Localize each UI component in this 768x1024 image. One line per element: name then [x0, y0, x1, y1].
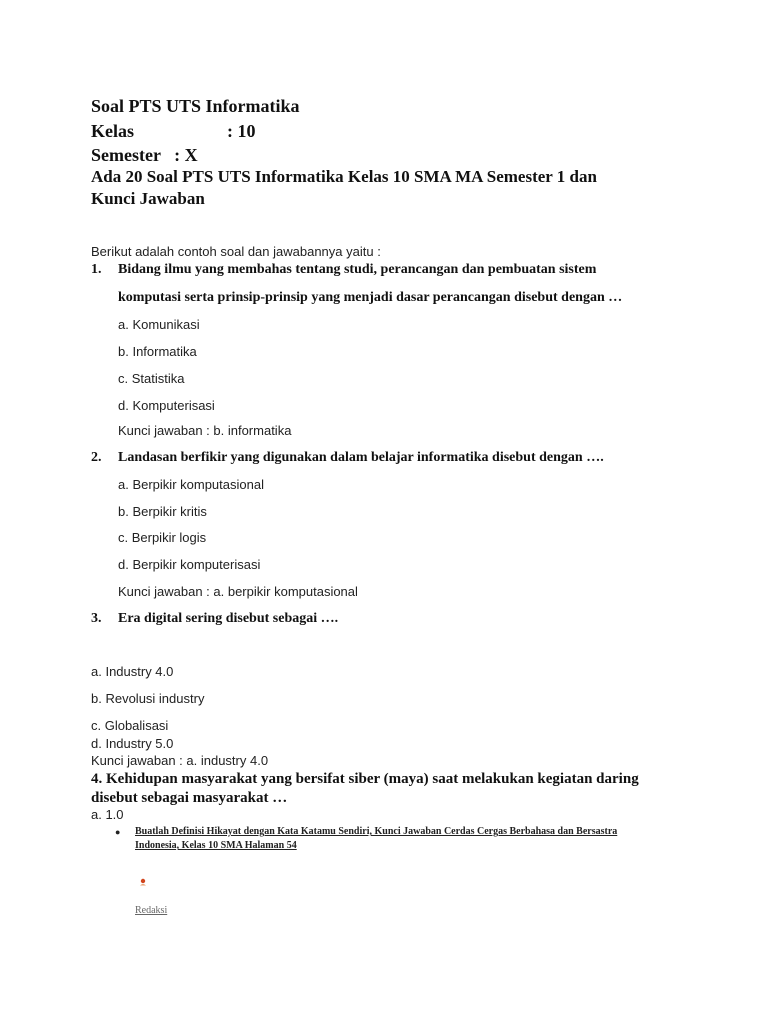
q1-option-b: b. Informatika: [118, 344, 197, 359]
q2-option-d: d. Berpikir komputerisasi: [118, 557, 261, 572]
heading-line-2: Kunci Jawaban: [91, 189, 205, 208]
related-article-link[interactable]: [135, 825, 617, 839]
intro-text: Berikut adalah contoh soal dan jawabannya yaitu :: [91, 244, 381, 259]
question-2: [91, 450, 604, 466]
question-3-text: Era digital sering disebut sebagai ….: [118, 611, 339, 626]
question-1-line-1: Bidang ilmu yang membahas tentang studi, perancangan dan pembuatan sistem: [118, 262, 597, 277]
q2-option-b: b. Berpikir kritis: [118, 504, 207, 519]
q2-option-a: a. Berpikir komputasional: [118, 477, 264, 492]
q2-option-c: c. Berpikir logis: [118, 530, 207, 545]
question-1-number: 1.: [91, 262, 102, 277]
question-4-line-2: disebut sebagai masyarakat …: [91, 790, 288, 806]
q2-answer: Kunci jawaban : a. berpikir komputasional: [118, 584, 358, 599]
related-article-link-line-2[interactable]: [135, 839, 297, 853]
question-2-number: 2.: [91, 450, 102, 465]
question-1: [91, 262, 596, 278]
question-4-line-1: 4. Kehidupan masyarakat yang bersifat siber (maya) saat melakukan kegiatan daring: [91, 771, 639, 787]
q3-option-c: c. Globalisasi: [91, 718, 169, 733]
heading-line-1: Ada 20 Soal PTS UTS Informatika Kelas 10 SMA MA Semester 1 dan: [91, 167, 597, 186]
kelas-label: Kelas: [91, 121, 134, 141]
q3-option-d: d. Industry 5.0: [91, 736, 174, 751]
q3-option-a: a. Industry 4.0: [91, 664, 174, 679]
list-bullet: ●: [115, 827, 121, 837]
q4-option-a: a. 1.0: [91, 807, 124, 822]
q1-option-a: a. Komunikasi: [118, 317, 200, 332]
question-3: [91, 611, 338, 627]
kelas-value: : 10: [227, 121, 256, 141]
question-2-text: Landasan berfikir yang digunakan dalam belajar informatika disebut dengan ….: [118, 450, 604, 465]
author-pin-icon: [139, 873, 147, 891]
doc-title: Soal PTS UTS Informatika: [91, 96, 300, 116]
author-link[interactable]: Redaksi: [135, 905, 168, 916]
q1-answer: Kunci jawaban : b. informatika: [118, 423, 292, 438]
related-article-line-1: Buatlah Definisi Hikayat dengan Kata Katamu Sendiri, Kunci Jawaban Cerdas Cergas Berbahasa dan Bersastra: [135, 826, 618, 837]
q1-option-c: c. Statistika: [118, 371, 185, 386]
question-1-line-2: komputasi serta prinsip-prinsip yang menjadi dasar perancangan disebut dengan …: [118, 290, 623, 305]
q1-option-d: d. Komputerisasi: [118, 398, 215, 413]
q3-option-b: b. Revolusi industry: [91, 691, 205, 706]
q3-answer: Kunci jawaban : a. industry 4.0: [91, 753, 269, 768]
semester-line: Semester : X: [91, 145, 198, 165]
related-article-line-2: Indonesia, Kelas 10 SMA Halaman 54: [135, 840, 297, 851]
question-3-number: 3.: [91, 611, 102, 626]
